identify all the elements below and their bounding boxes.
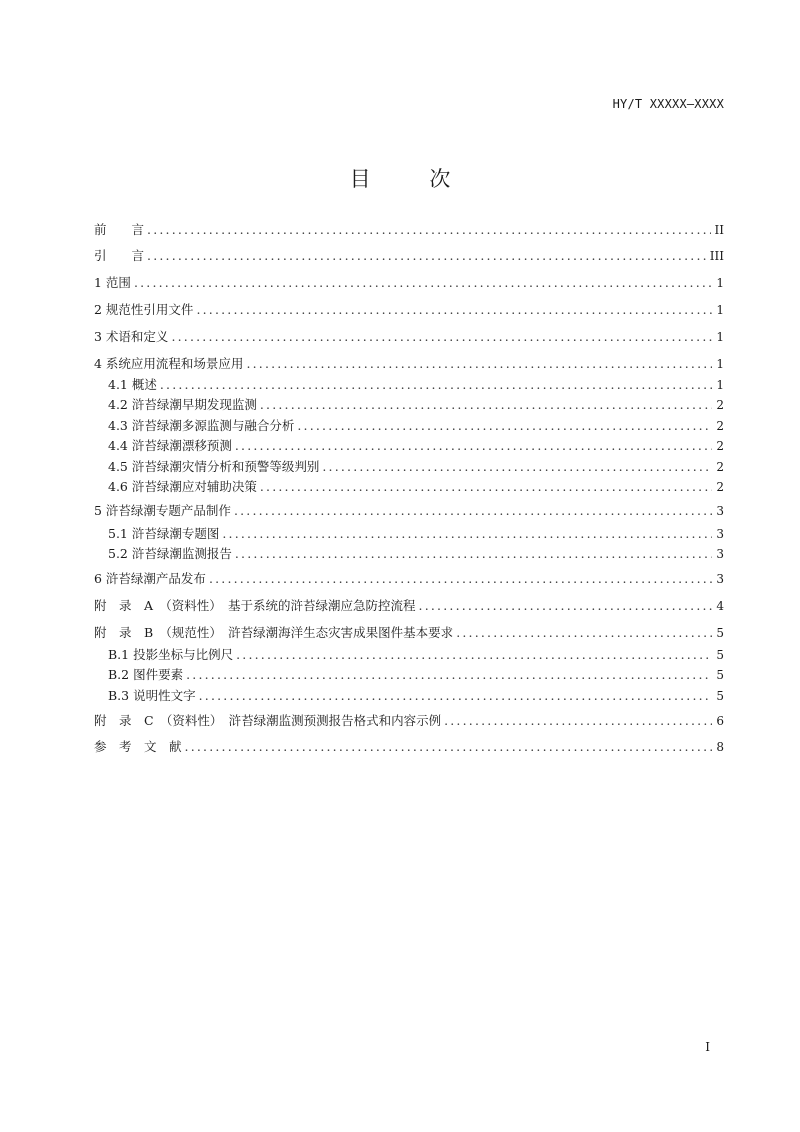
toc-entry-page: 5 (716, 689, 724, 703)
toc-entry-page: 2 (716, 419, 724, 433)
leader-dots (186, 666, 712, 684)
toc-entry-2[interactable] (94, 301, 724, 319)
toc-entry-6[interactable] (94, 570, 724, 588)
leader-dots (134, 274, 712, 292)
toc-entry-page: 1 (716, 378, 724, 392)
leader-dots (236, 646, 712, 664)
leader-dots (234, 502, 712, 520)
toc-entry-4-5[interactable] (108, 458, 724, 476)
toc-entry-page: II (714, 223, 724, 237)
toc-entry-label: 前 言 (94, 221, 147, 239)
toc-entry-page: 5 (716, 648, 724, 662)
toc-entry-page: 2 (716, 460, 724, 474)
leader-dots (147, 247, 706, 265)
toc-entry-page: 3 (716, 527, 724, 541)
toc-entry-page: III (709, 249, 724, 263)
leader-dots (456, 624, 712, 642)
toc-entry-page: 5 (716, 668, 724, 682)
leader-dots (185, 738, 713, 756)
toc-entry-3[interactable] (94, 328, 724, 346)
leader-dots (297, 417, 712, 435)
toc-entry-label: 引 言 (94, 247, 147, 265)
toc-entry-label: 2 规范性引用文件 (94, 301, 196, 319)
toc-entry-5-1[interactable] (108, 525, 724, 543)
toc-entry-label: 附 录 B （规范性） 浒苔绿潮海洋生态灾害成果图件基本要求 (94, 624, 456, 642)
toc-entry-label: 5.1 浒苔绿潮专题图 (108, 525, 222, 543)
toc-entry-label: 4 系统应用流程和场景应用 (94, 355, 246, 373)
toc-entry-b-3[interactable] (108, 687, 724, 705)
toc-entry-label: 6 浒苔绿潮产品发布 (94, 570, 209, 588)
toc-entry-label: 参 考 文 献 (94, 738, 185, 756)
toc-title-char-2: 次 (429, 167, 451, 191)
toc-entry-page: 2 (716, 480, 724, 494)
toc-entry-appendix-b[interactable] (94, 624, 724, 642)
toc-entry-page: 6 (716, 714, 724, 728)
toc-entry-label: 3 术语和定义 (94, 328, 171, 346)
toc-entry-page: 4 (716, 599, 724, 613)
toc-entry-foreword[interactable] (94, 221, 724, 239)
toc-entry-page: 2 (716, 439, 724, 453)
toc-entry-b-1[interactable] (108, 646, 724, 664)
leader-dots (160, 376, 713, 394)
toc-entry-label: 4.4 浒苔绿潮漂移预测 (108, 437, 235, 455)
toc-entry-references[interactable] (94, 738, 724, 756)
toc-entry-appendix-c[interactable] (94, 712, 724, 730)
toc-entry-1[interactable] (94, 274, 724, 292)
standard-code: HY/T XXXXX—XXXX (612, 97, 724, 111)
toc-entry-page: 1 (716, 357, 724, 371)
leader-dots (419, 597, 713, 615)
toc-entry-label: B.2 图件要素 (108, 666, 186, 684)
leader-dots (222, 525, 712, 543)
leader-dots (199, 687, 713, 705)
toc-title-char-1: 目 (349, 167, 371, 191)
toc-entry-page: 8 (716, 740, 724, 754)
toc-entry-5-2[interactable] (108, 545, 724, 563)
leader-dots (260, 478, 713, 496)
toc-entry-page: 1 (716, 276, 724, 290)
leader-dots (235, 545, 713, 563)
toc-entry-appendix-a[interactable] (94, 597, 724, 615)
leader-dots (260, 396, 713, 414)
leader-dots (444, 712, 712, 730)
toc-entry-4-6[interactable] (108, 478, 724, 496)
leader-dots (235, 437, 713, 455)
toc-entry-page: 1 (716, 330, 724, 344)
toc-entry-label: 4.1 概述 (108, 376, 160, 394)
toc-entry-page: 5 (716, 626, 724, 640)
toc-entry-4-1[interactable] (108, 376, 724, 394)
toc-entry-label: B.1 投影坐标与比例尺 (108, 646, 236, 664)
leader-dots (246, 355, 712, 373)
toc-entry-label: 4.6 浒苔绿潮应对辅助决策 (108, 478, 260, 496)
toc-entry-page: 3 (716, 572, 724, 586)
toc-entry-4-4[interactable] (108, 437, 724, 455)
toc-entry-page: 1 (716, 303, 724, 317)
toc-entry-label: 4.2 浒苔绿潮早期发现监测 (108, 396, 260, 414)
toc-entry-4[interactable] (94, 355, 724, 373)
toc-entry-page: 3 (716, 547, 724, 561)
leader-dots (322, 458, 712, 476)
toc-entry-4-2[interactable] (108, 396, 724, 414)
leader-dots (209, 570, 712, 588)
toc-entry-label: 附 录 C （资料性） 浒苔绿潮监测预测报告格式和内容示例 (94, 712, 444, 730)
toc-entry-b-2[interactable] (108, 666, 724, 684)
toc-entry-label: B.3 说明性文字 (108, 687, 199, 705)
toc-entry-label: 4.3 浒苔绿潮多源监测与融合分析 (108, 417, 297, 435)
leader-dots (171, 328, 712, 346)
toc-entry-label: 4.5 浒苔绿潮灾情分析和预警等级判别 (108, 458, 322, 476)
toc-entry-introduction[interactable] (94, 247, 724, 265)
leader-dots (196, 301, 712, 319)
toc-entry-label: 1 范围 (94, 274, 134, 292)
toc-entry-page: 3 (716, 504, 724, 518)
toc-entry-5[interactable] (94, 502, 724, 520)
toc-entry-label: 5.2 浒苔绿潮监测报告 (108, 545, 235, 563)
leader-dots (147, 221, 711, 239)
page-number: I (705, 1040, 710, 1054)
toc-entry-4-3[interactable] (108, 417, 724, 435)
toc-entry-label: 5 浒苔绿潮专题产品制作 (94, 502, 234, 520)
toc-entry-page: 2 (716, 398, 724, 412)
toc-entry-label: 附 录 A （资料性） 基于系统的浒苔绿潮应急防控流程 (94, 597, 419, 615)
